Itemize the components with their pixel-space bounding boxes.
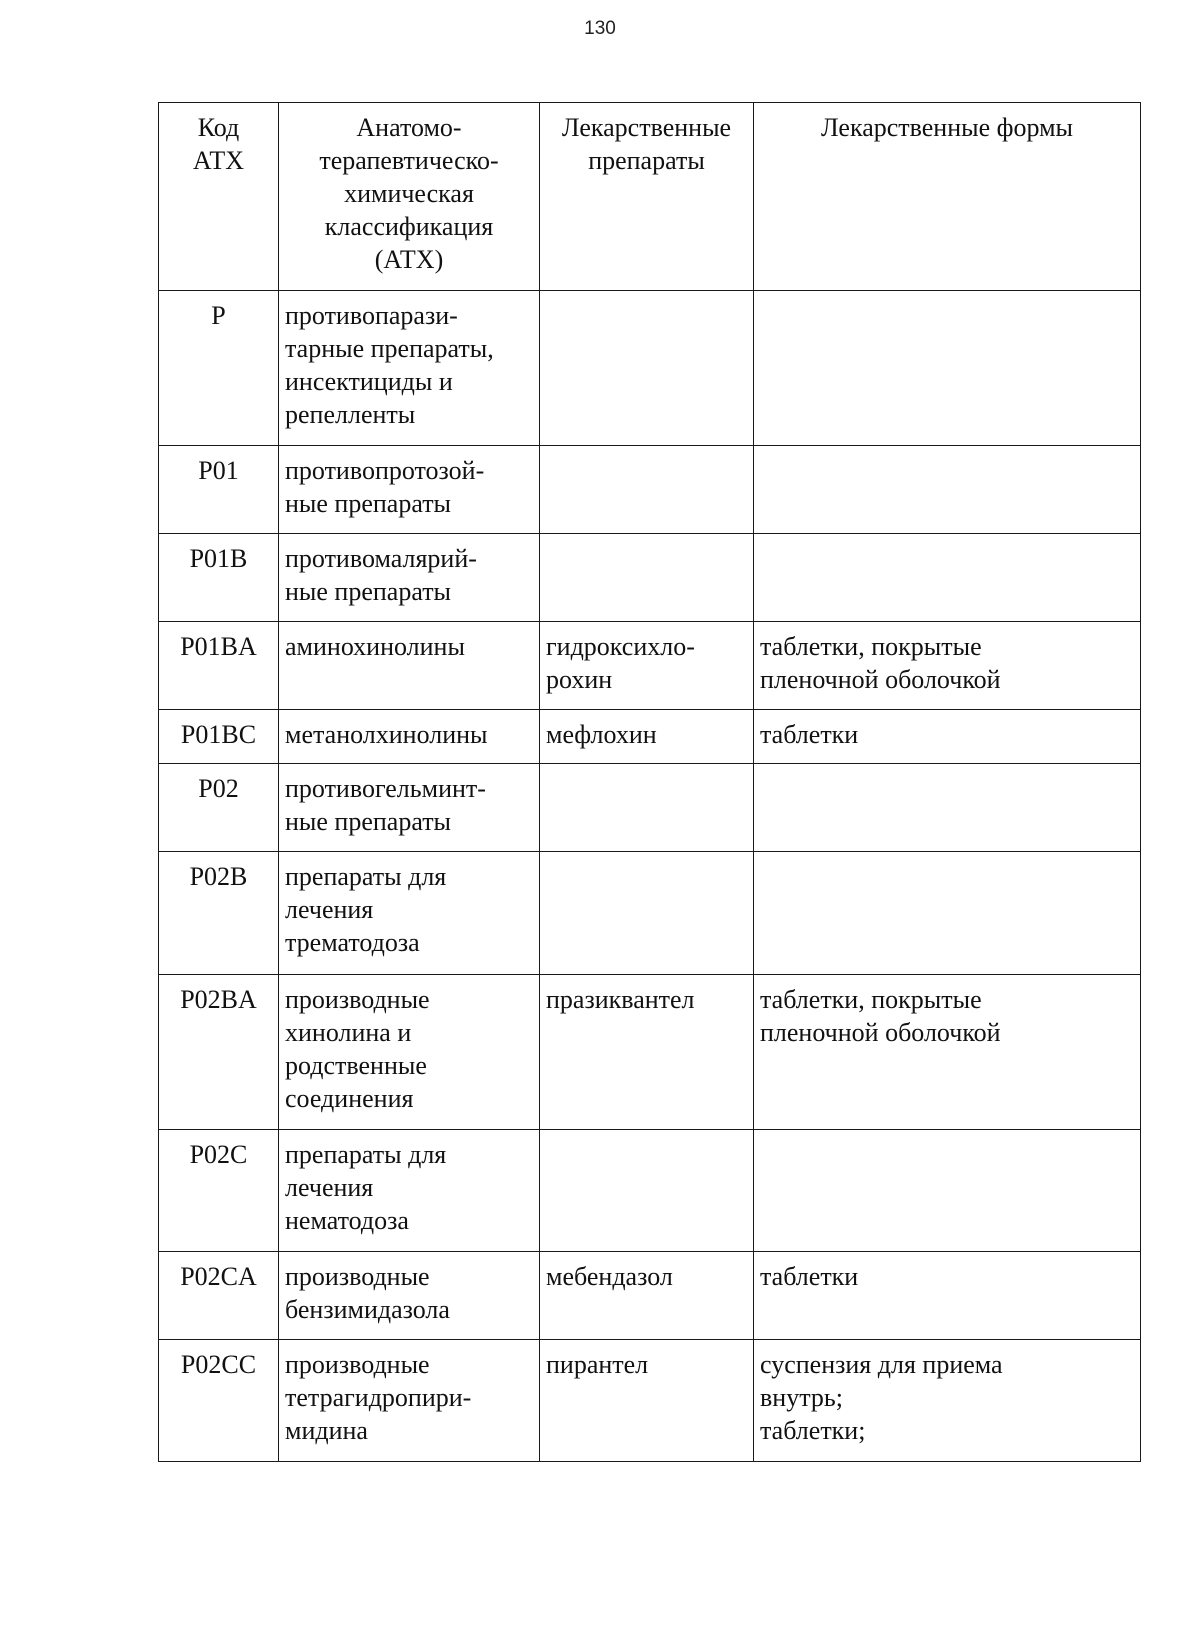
cell-classification: противогельминт- ные препараты xyxy=(279,764,540,852)
table-row xyxy=(159,1130,1141,1252)
cell-code: P02CA xyxy=(159,1252,279,1340)
cell-code: P01BC xyxy=(159,710,279,764)
table-row xyxy=(159,710,1141,764)
cell-code: P02BA xyxy=(159,975,279,1130)
table-row xyxy=(159,1252,1141,1340)
table-row xyxy=(159,446,1141,534)
cell-forms xyxy=(754,1130,1141,1252)
cell-forms: таблетки xyxy=(754,1252,1141,1340)
cell-classification: производные хинолина и родственные соединения xyxy=(279,975,540,1130)
cell-forms: таблетки xyxy=(754,710,1141,764)
cell-code: P02C xyxy=(159,1130,279,1252)
cell-forms xyxy=(754,446,1141,534)
cell-code: P xyxy=(159,291,279,446)
cell-drug xyxy=(540,764,754,852)
header-classification: Анатомо- терапевтическо- химическая классификация (АТХ) xyxy=(279,103,540,291)
cell-classification: метанолхинолины xyxy=(279,710,540,764)
cell-classification: противопарази- тарные препараты, инсектициды и репелленты xyxy=(279,291,540,446)
cell-drug xyxy=(540,446,754,534)
cell-drug xyxy=(540,852,754,975)
cell-forms xyxy=(754,291,1141,446)
table-row xyxy=(159,764,1141,852)
header-code: Код АТХ xyxy=(159,103,279,291)
header-forms: Лекарственные формы xyxy=(754,103,1141,291)
table-row xyxy=(159,622,1141,710)
cell-code: P01 xyxy=(159,446,279,534)
table-row xyxy=(159,1340,1141,1462)
table-row xyxy=(159,534,1141,622)
cell-drug: гидроксихло- рохин xyxy=(540,622,754,710)
table-row xyxy=(159,291,1141,446)
cell-forms: суспензия для приема внутрь; таблетки; xyxy=(754,1340,1141,1462)
header-drugs: Лекарственные препараты xyxy=(540,103,754,291)
page-number: 130 xyxy=(584,18,616,39)
cell-code: P02CC xyxy=(159,1340,279,1462)
cell-code: P01BA xyxy=(159,622,279,710)
atx-table xyxy=(158,102,1141,1462)
table-row xyxy=(159,975,1141,1130)
cell-classification: препараты для лечения трематодоза xyxy=(279,852,540,975)
cell-classification: производные бензимидазола xyxy=(279,1252,540,1340)
table-header-row xyxy=(159,103,1141,291)
cell-forms xyxy=(754,534,1141,622)
table-row xyxy=(159,852,1141,975)
cell-classification: аминохинолины xyxy=(279,622,540,710)
cell-code: P02 xyxy=(159,764,279,852)
cell-drug: пирантел xyxy=(540,1340,754,1462)
cell-forms xyxy=(754,852,1141,975)
cell-drug: празиквантел xyxy=(540,975,754,1130)
cell-drug: мефлохин xyxy=(540,710,754,764)
cell-drug xyxy=(540,1130,754,1252)
cell-classification: производные тетрагидропири- мидина xyxy=(279,1340,540,1462)
cell-classification: препараты для лечения нематодоза xyxy=(279,1130,540,1252)
cell-drug: мебендазол xyxy=(540,1252,754,1340)
cell-drug xyxy=(540,534,754,622)
cell-forms xyxy=(754,764,1141,852)
cell-classification: противомалярий- ные препараты xyxy=(279,534,540,622)
cell-forms: таблетки, покрытые пленочной оболочкой xyxy=(754,975,1141,1130)
cell-forms: таблетки, покрытые пленочной оболочкой xyxy=(754,622,1141,710)
cell-classification: противопротозой- ные препараты xyxy=(279,446,540,534)
cell-drug xyxy=(540,291,754,446)
cell-code: P01B xyxy=(159,534,279,622)
cell-code: P02B xyxy=(159,852,279,975)
